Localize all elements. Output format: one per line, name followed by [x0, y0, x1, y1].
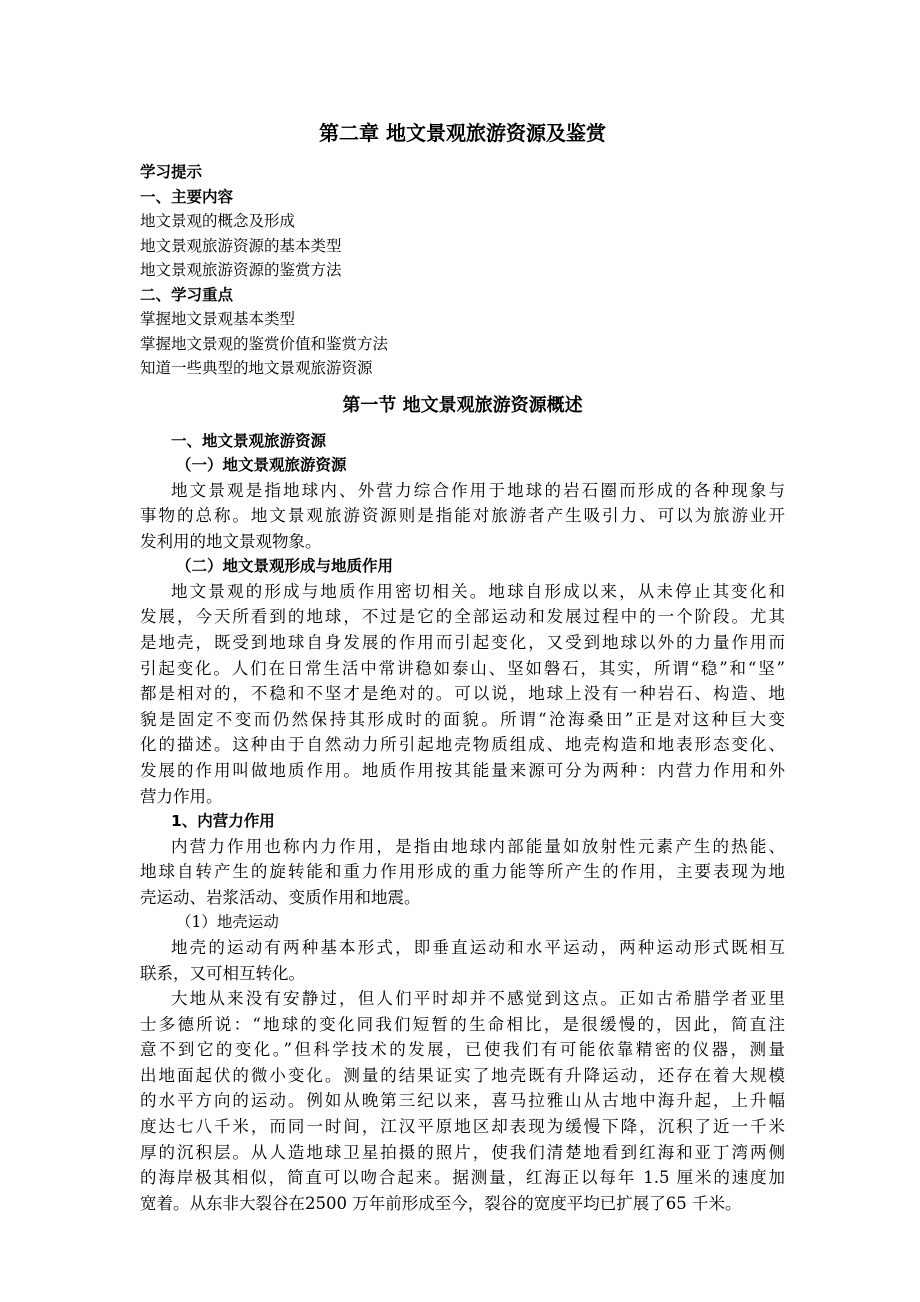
paragraph-line: 厚的沉积层。从人造地球卫星拍摄的照片，使我们清楚地看到红海和亚丁湾两侧	[140, 1142, 785, 1162]
paragraph-line: 地球自转产生的旋转能和重力作用形成的重力能等所产生的作用，主要表现为地	[140, 862, 785, 882]
main-content-item: 地文景观的概念及形成	[140, 212, 296, 230]
study-hint-heading: 学习提示	[140, 163, 203, 181]
paragraph-internal-force	[140, 834, 785, 911]
paragraph-line: 发展，今天所看到的地球，不过是它的全部运动和发展过程中的一个阶段。尤其	[140, 607, 785, 627]
paragraph-line: 都是相对的，不稳和不坚才是绝对的。可以说，地球上没有一种岩石、构造、地	[140, 684, 785, 704]
paragraph-line: 壳运动、岩浆活动、变质作用和地震。	[140, 887, 421, 907]
paragraph-line: 地壳的运动有两种基本形式，即垂直运动和水平运动，两种运动形式既相互	[171, 937, 785, 957]
paragraph-line: 宽着。从东非大裂谷在2500 万年前形成至今，裂谷的宽度平均已扩展了65 千米。	[140, 1193, 742, 1213]
heading-landscape-resources: 一、地文景观旅游资源	[171, 431, 327, 450]
document-page	[140, 118, 785, 1216]
paragraph-line: 引起变化。人们在日常生活中常讲稳如泰山、坚如磐石，其实，所谓“稳”和“坚”	[140, 658, 785, 678]
paragraph-line: 营力作用。	[140, 786, 223, 806]
paragraph-line: 地文景观是指地球内、外营力综合作用于地球的岩石圈而形成的各种现象与	[171, 480, 785, 500]
main-content-item: 地文景观旅游资源的基本类型	[140, 236, 342, 255]
paragraph-crust-evidence	[140, 986, 785, 1216]
paragraph-line: 发展的作用叫做地质作用。地质作用按其能量来源可分为两种：内营力作用和外	[140, 760, 785, 780]
main-content-item: 地文景观旅游资源的鉴赏方法	[140, 261, 342, 279]
paragraph-line: 地文景观的形成与地质作用密切相关。地球自形成以来，从未停止其变化和	[171, 581, 785, 601]
paragraph-line: 联系，又可相互转化。	[140, 963, 305, 983]
paragraph-formation	[140, 579, 785, 809]
paragraph-line: 的水平方向的运动。例如从晚第三纪以来，喜马拉雅山从古地中海升起，上升幅	[140, 1091, 785, 1111]
paragraph-line: 度达七八千米，而同一时间，江汉平原地区却表现为缓慢下降，沉积了近一千米	[140, 1117, 785, 1137]
subheading-formation-geology: （二）地文景观形成与地质作用	[176, 557, 394, 576]
key-points-heading: 二、学习重点	[140, 285, 234, 304]
paragraph-line: 内营力作用也称内力作用，是指由地球内部能量如放射性元素产生的热能、	[171, 836, 785, 856]
heading-internal-force: 1、内营力作用	[171, 812, 275, 831]
paragraph-definition	[140, 478, 785, 555]
paragraph-crust-forms	[140, 935, 785, 986]
key-point-item: 知道一些典型的地文景观旅游资源	[140, 359, 373, 377]
paragraph-line: 是地壳，既受到地球自身发展的作用而引起变化，又受到地球以外的力量作用而	[140, 632, 785, 652]
key-point-item: 掌握地文景观的鉴赏价值和鉴赏方法	[140, 334, 389, 353]
paragraph-line: 貌是固定不变而仍然保持其形成时的面貌。所谓“沧海桑田”正是对这种巨大变	[140, 709, 785, 729]
paragraph-line: 事物的总称。地文景观旅游资源则是指能对旅游者产生吸引力、可以为旅游业开	[140, 506, 785, 526]
paragraph-line: 发利用的地文景观物象。	[140, 531, 322, 551]
paragraph-line: 大地从来没有安静过，但人们平时却并不感觉到这点。正如古希腊学者亚里	[171, 989, 785, 1009]
section-title: 第一节 地文景观旅游资源概述	[342, 394, 583, 416]
paragraph-line: 意不到它的变化。”但科学技术的发展，已使我们有可能依靠精密的仪器，测量	[140, 1040, 785, 1060]
paragraph-line: 化的描述。这种由于自然动力所引起地壳物质组成、地壳构造和地表形态变化、	[140, 735, 785, 755]
chapter-title: 第二章 地文景观旅游资源及鉴赏	[319, 121, 606, 145]
main-content-heading: 一、主要内容	[140, 187, 234, 206]
subheading-landscape-resources: （一）地文景观旅游资源	[176, 456, 347, 474]
paragraph-line: 的海岸极其相似，简直可以吻合起来。据测量，红海正以每年 1.5 厘米的速度加	[140, 1168, 785, 1188]
paragraph-line: 士多德所说：“地球的变化同我们短暂的生命相比，是很缓慢的，因此，简直注	[140, 1014, 785, 1034]
paragraph-line: 出地面起伏的微小变化。测量的结果证实了地壳既有升降运动，还存在着大规模	[140, 1065, 785, 1085]
key-point-item: 掌握地文景观基本类型	[140, 310, 296, 328]
heading-crustal-movement: （1）地壳运动	[176, 913, 279, 932]
